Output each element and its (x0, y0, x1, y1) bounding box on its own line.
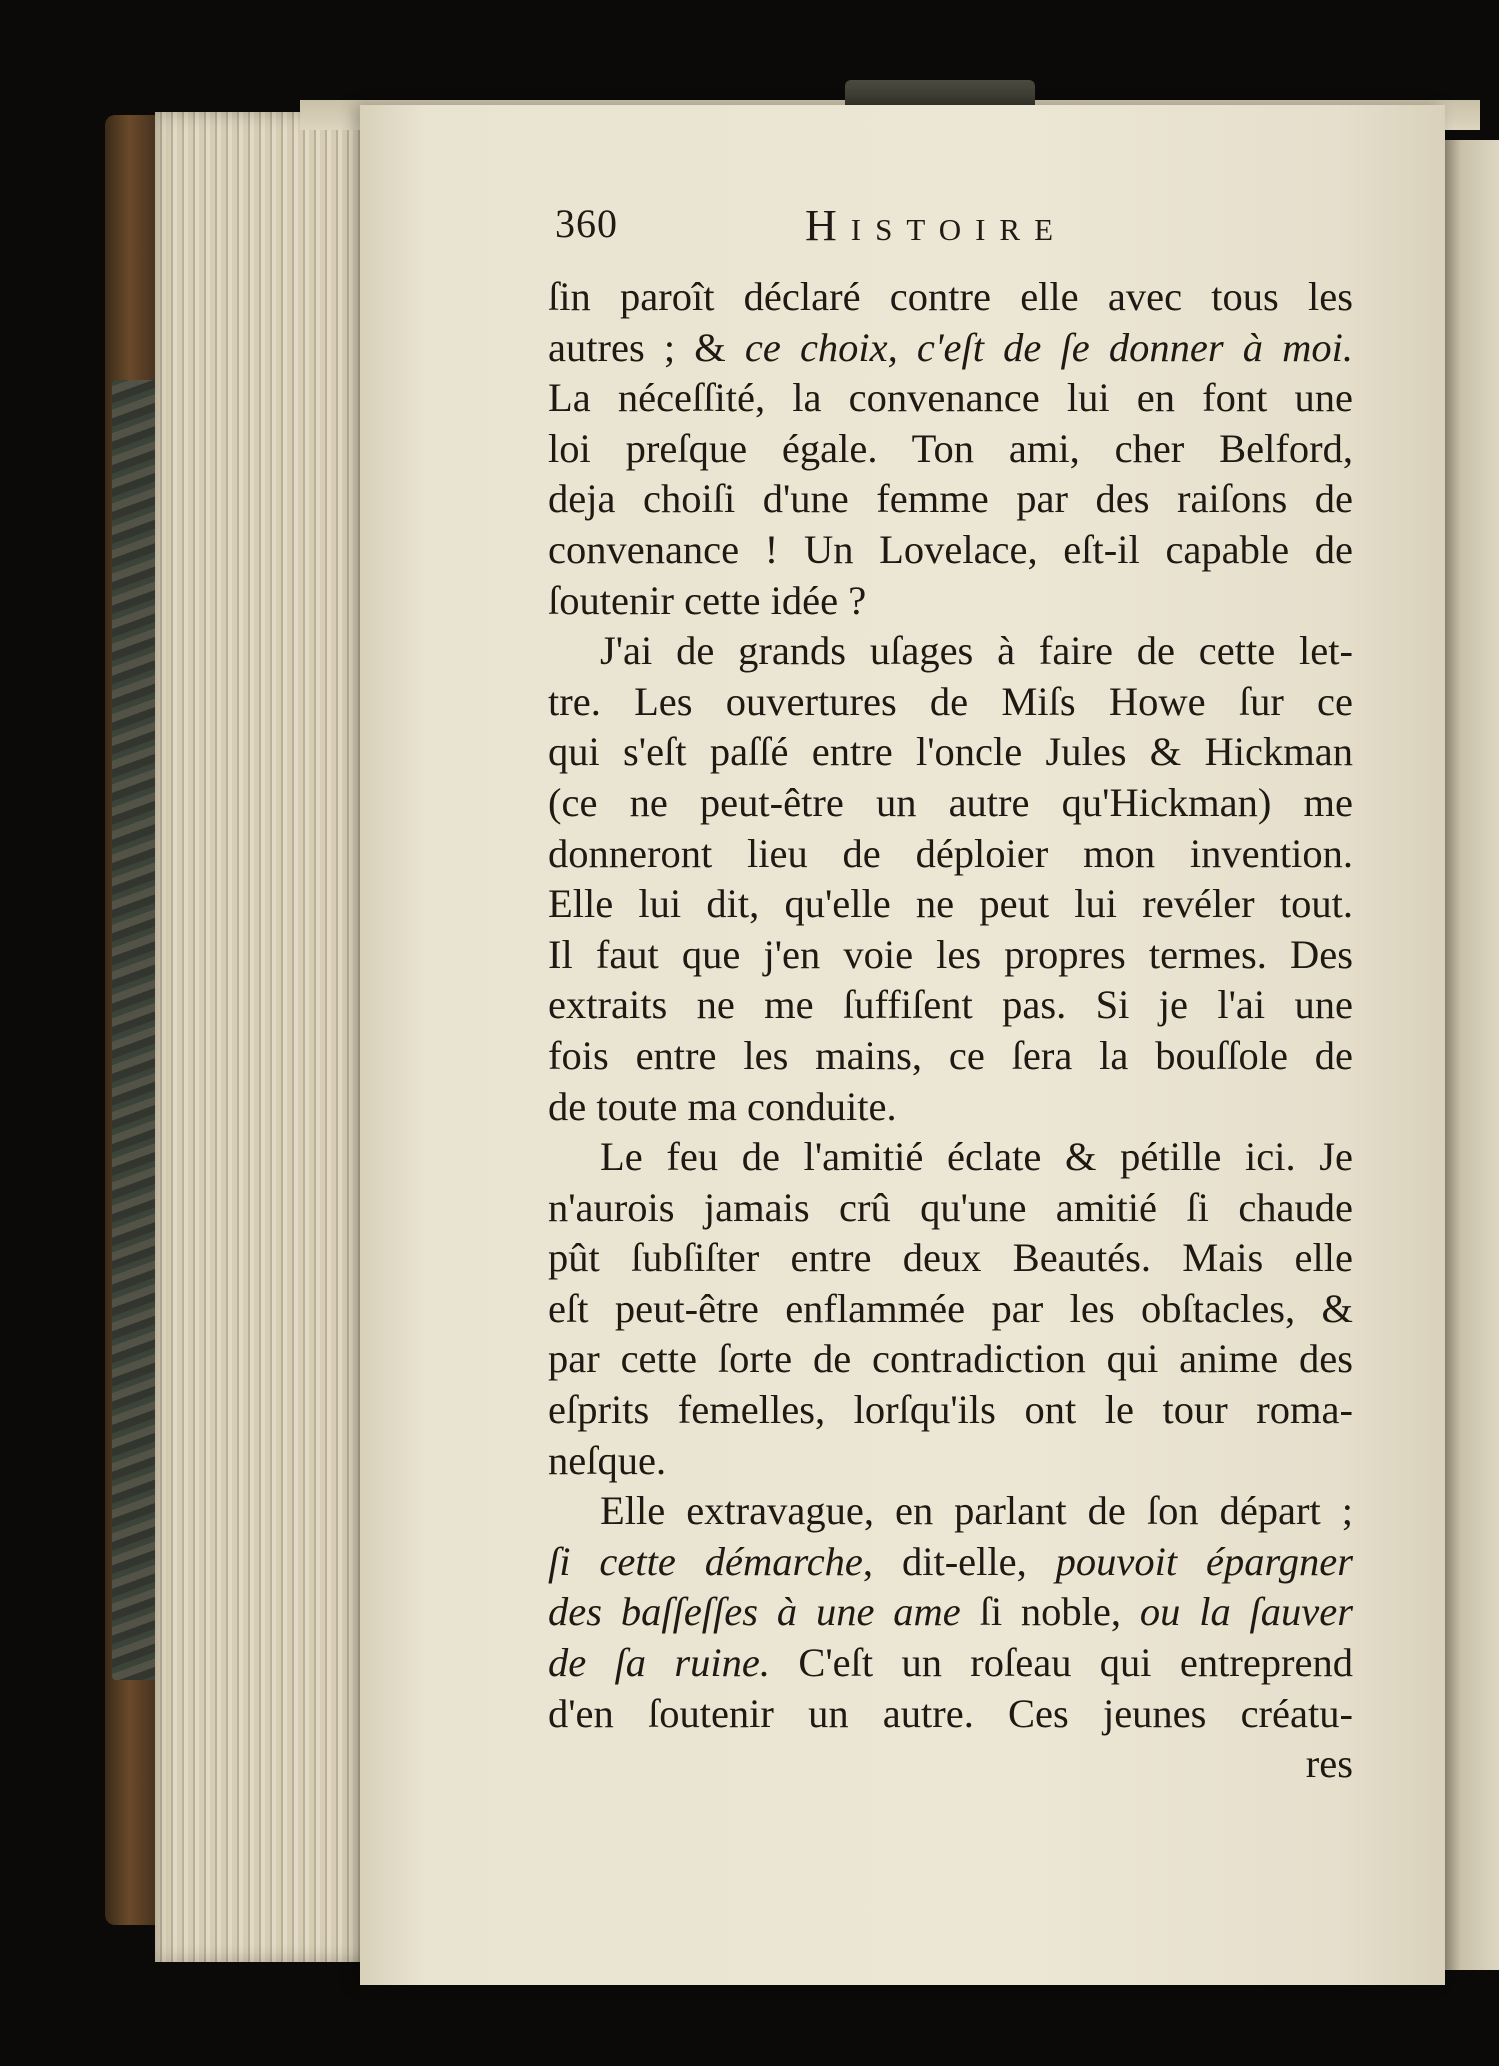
text-line (548, 1183, 1353, 1234)
text-run: ſi noble, (960, 1589, 1140, 1635)
text-run: Elle extravague, en parlant de ſon départ ; (600, 1488, 1353, 1534)
text-run: res (1305, 1741, 1353, 1787)
text-line (548, 1587, 1353, 1638)
text-line (548, 677, 1353, 728)
text-line (548, 930, 1353, 981)
italic-text: pouvoit épargner (1055, 1538, 1354, 1584)
text-line (548, 1233, 1353, 1284)
text-run: deja choiſi d'une femme par des raiſons de (548, 476, 1353, 522)
text-run: (ce ne peut-être un autre qu'Hickman) me (548, 779, 1353, 825)
running-title: Histoire (805, 201, 1068, 250)
text-run: ſoutenir cette idée ? (548, 577, 867, 623)
text-line (548, 1284, 1353, 1335)
text-line (548, 1486, 1353, 1537)
text-line (548, 1436, 1353, 1487)
text-line (548, 980, 1353, 1031)
page-number: 360 (555, 201, 618, 246)
text-line (548, 323, 1353, 374)
text-line (548, 1638, 1353, 1689)
text-run: Elle lui dit, qu'elle ne peut lui revéler tout. (548, 881, 1353, 927)
text-run: fois entre les mains, ce ſera la bouſſole de (548, 1032, 1353, 1078)
italic-text: ou la ſauver (1139, 1589, 1353, 1635)
text-line (548, 1132, 1353, 1183)
text-run: d'en ſoutenir un autre. Ces jeunes créatu- (548, 1690, 1353, 1736)
text-run: n'aurois jamais crû qu'une amitié ſi chaude (548, 1184, 1353, 1230)
text-line (548, 373, 1353, 424)
text-line (548, 576, 1353, 627)
text-run: ſin paroît déclaré contre elle avec tous les (548, 274, 1353, 319)
page-edges (155, 112, 380, 1962)
text-line (548, 525, 1353, 576)
text-run: autres ; & (548, 324, 745, 370)
text-line (548, 1031, 1353, 1082)
text-run: donneront lieu de déploier mon invention. (548, 830, 1353, 876)
text-line (548, 1537, 1353, 1588)
text-run: neſque. (548, 1437, 667, 1483)
text-line (548, 778, 1353, 829)
text-line (548, 1385, 1353, 1436)
text-line (548, 1739, 1353, 1790)
text-run: loi preſque égale. Ton ami, cher Belford, (548, 425, 1353, 471)
text-line (548, 727, 1353, 778)
text-line (548, 424, 1353, 475)
text-line (548, 1689, 1353, 1740)
text-run: par cette ſorte de contradiction qui anime des (548, 1336, 1353, 1382)
text-run: La néceſſité, la convenance lui en font une (548, 375, 1353, 421)
italic-text: de ſa ruine. (548, 1640, 770, 1686)
facing-page-edge (1445, 140, 1499, 1970)
page-header (555, 200, 1115, 250)
text-run: , dit-elle, (862, 1538, 1056, 1584)
text-line (548, 1082, 1353, 1133)
italic-text: ce choix, c'eſt de ſe donner à moi. (744, 324, 1353, 370)
text-run: Le feu de l'amitié éclate & pétille ici. Je (600, 1134, 1353, 1180)
text-run: J'ai de grands uſages à faire de cette let- (600, 628, 1353, 674)
text-line (548, 879, 1353, 930)
text-run: convenance ! Un Lovelace, eſt-il capable de (548, 526, 1353, 572)
italic-text: ſi cette démarche (548, 1538, 863, 1584)
text-run: tre. Les ouvertures de Miſs Howe ſur ce (548, 678, 1353, 724)
text-run: extraits ne me ſuffiſent pas. Si je l'ai une (548, 982, 1353, 1028)
text-run: de toute ma conduite. (548, 1083, 897, 1129)
italic-text: des baſſeſſes à une ame (548, 1589, 961, 1635)
text-run: Il faut que j'en voie les propres termes. Des (548, 931, 1353, 977)
text-line (548, 1334, 1353, 1385)
text-run: eſt peut-être enflammée par les obſtacles, & (548, 1285, 1353, 1331)
body-text (548, 272, 1353, 1790)
text-run: pût ſubſiſter entre deux Beautés. Mais elle (548, 1235, 1353, 1281)
text-line (548, 626, 1353, 677)
text-line (548, 474, 1353, 525)
text-line (548, 272, 1353, 323)
text-run: qui s'eſt paſſé entre l'oncle Jules & Hickman (548, 729, 1353, 775)
text-line (548, 829, 1353, 880)
text-run: C'eſt un roſeau qui entreprend (770, 1640, 1354, 1686)
text-run: eſprits femelles, lorſqu'ils ont le tour roma- (548, 1387, 1353, 1433)
